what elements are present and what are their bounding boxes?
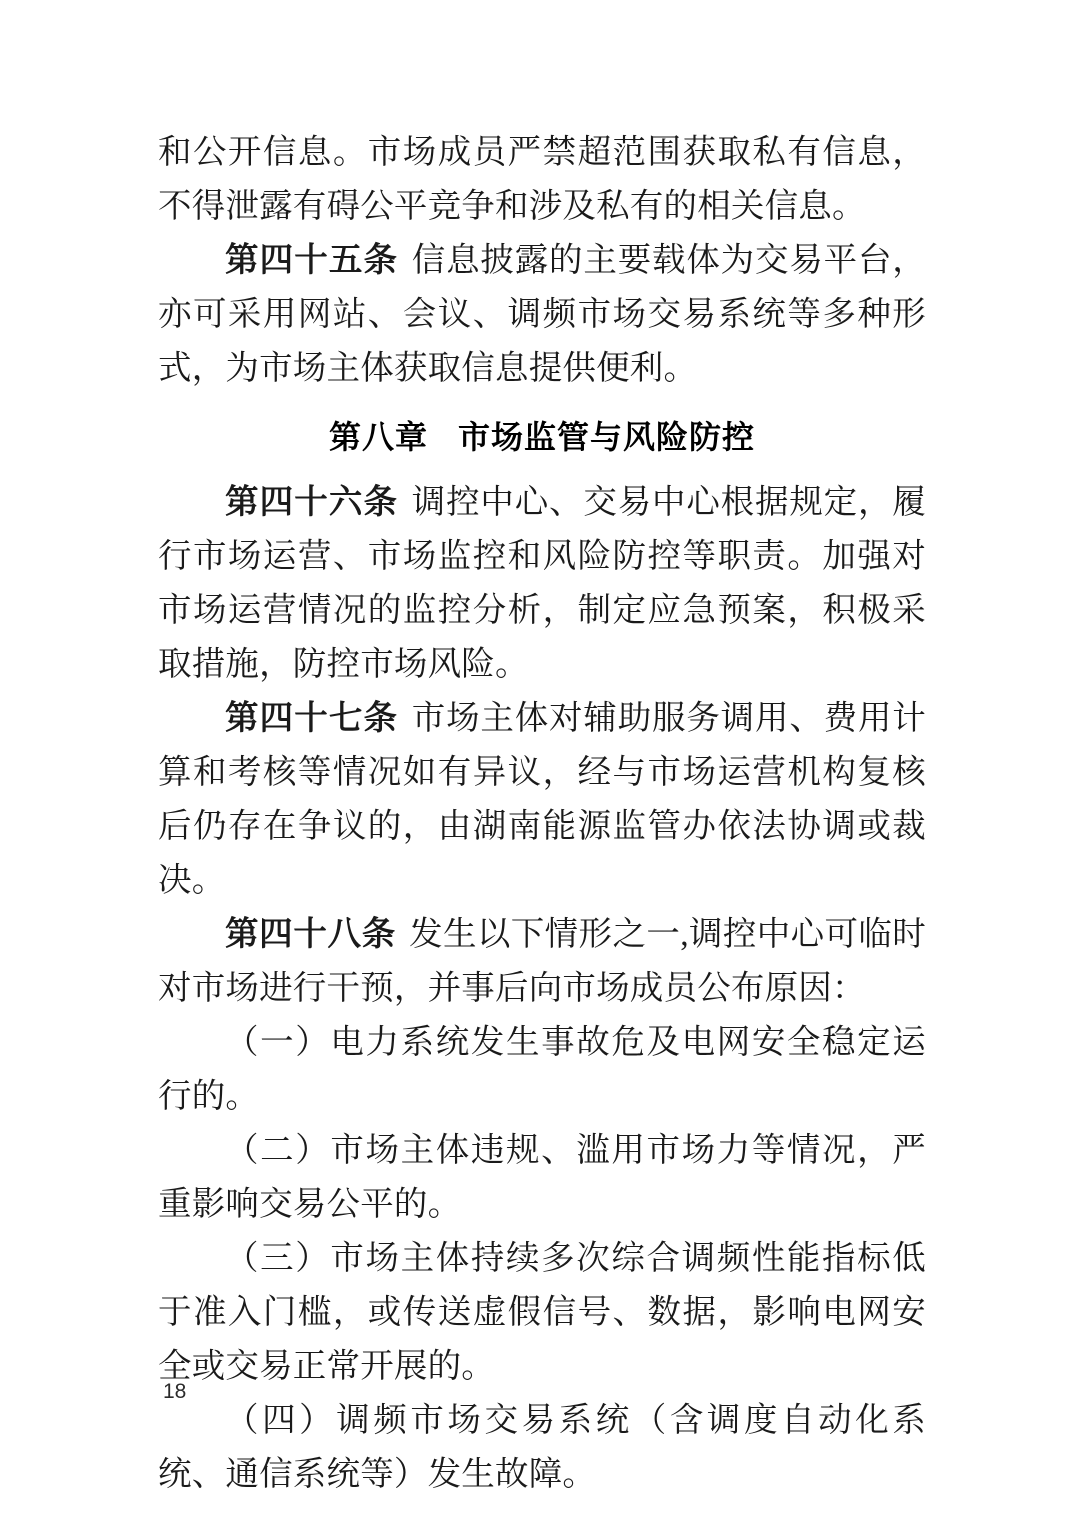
item-marker-4: （四） bbox=[225, 1402, 337, 1439]
article-text-48: 发生以下情形之一,调控中心可临时对市场进行干预，并事后向市场成员公布原因： bbox=[158, 916, 926, 1007]
article-text-45: 信息披露的主要载体为交易平台，亦可采用网站、会议、调频市场交易系统等多种形式，为市场主体获取信息提供便利。 bbox=[158, 242, 926, 387]
chapter-heading bbox=[158, 410, 926, 464]
page-number: 18 bbox=[163, 1380, 187, 1403]
item-marker-2: （二） bbox=[225, 1132, 331, 1169]
item-text-3: 市场主体持续多次综合调频性能指标低于准入门槛，或传送虚假信号、数据，影响电网安全或交易正常开展的。 bbox=[158, 1240, 926, 1385]
article-label-46: 第四十六条 bbox=[225, 484, 399, 521]
article-label-45: 第四十五条 bbox=[225, 242, 399, 279]
enumerated-item-4 bbox=[158, 1394, 926, 1502]
item-marker-3: （三） bbox=[225, 1240, 331, 1277]
article-paragraph-47 bbox=[158, 692, 926, 908]
paragraph-continuation bbox=[158, 126, 926, 234]
page-content bbox=[158, 126, 926, 1502]
article-text-47: 市场主体对辅助服务调用、费用计算和考核等情况如有异议，经与市场运营机构复核后仍存在争议的，由湖南能源监管办依法协调或裁决。 bbox=[158, 700, 926, 899]
paragraph-text: 和公开信息。市场成员严禁超范围获取私有信息，不得泄露有碍公平竞争和涉及私有的相关信息。 bbox=[158, 134, 926, 225]
chapter-title: 市场监管与风险防控 bbox=[458, 419, 756, 455]
enumerated-item-2 bbox=[158, 1124, 926, 1232]
enumerated-item-1 bbox=[158, 1016, 926, 1124]
item-marker-1: （一） bbox=[225, 1024, 331, 1061]
enumerated-item-3 bbox=[158, 1232, 926, 1394]
chapter-number: 第八章 bbox=[328, 419, 428, 455]
chapter-heading-block bbox=[158, 410, 926, 464]
article-paragraph-45 bbox=[158, 234, 926, 396]
article-paragraph-48 bbox=[158, 908, 926, 1016]
article-paragraph-46 bbox=[158, 476, 926, 692]
item-text-2: 市场主体违规、滥用市场力等情况，严重影响交易公平的。 bbox=[158, 1132, 926, 1223]
article-label-48: 第四十八条 bbox=[225, 916, 396, 953]
item-text-4: 调频市场交易系统（含调度自动化系统、通信系统等）发生故障。 bbox=[158, 1402, 926, 1493]
article-label-47: 第四十七条 bbox=[225, 700, 399, 737]
article-text-46: 调控中心、交易中心根据规定，履行市场运营、市场监控和风险防控等职责。加强对市场运营情况的监控分析，制定应急预案，积极采取措施，防控市场风险。 bbox=[158, 484, 926, 683]
item-text-1: 电力系统发生事故危及电网安全稳定运行的。 bbox=[158, 1024, 926, 1115]
